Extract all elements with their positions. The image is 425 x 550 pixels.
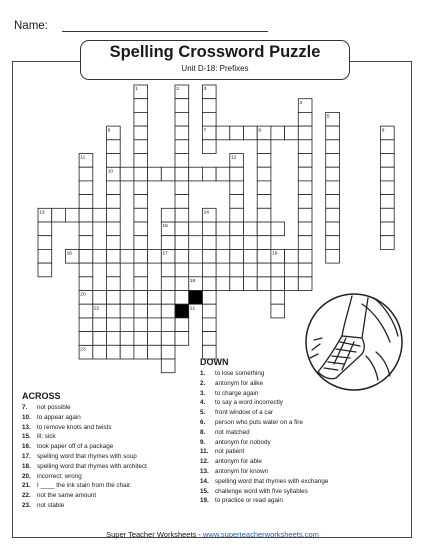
grid-cell[interactable]	[271, 222, 285, 236]
grid-cell[interactable]	[230, 195, 244, 209]
grid-cell[interactable]	[175, 126, 189, 140]
grid-cell[interactable]	[230, 181, 244, 195]
grid-cell[interactable]	[120, 167, 134, 181]
grid-cell[interactable]	[298, 181, 312, 195]
clue-number: 13.	[200, 467, 209, 475]
grid-cell[interactable]	[202, 263, 216, 277]
grid-cell[interactable]	[230, 222, 244, 236]
grid-cell[interactable]	[175, 140, 189, 154]
clue-text: took paper off of a package	[37, 443, 114, 451]
grid-cell[interactable]	[257, 167, 271, 181]
clue-number: 14.	[200, 477, 209, 485]
clue-text: not patient	[215, 448, 245, 456]
grid-cell[interactable]	[189, 222, 203, 236]
grid-cell[interactable]	[257, 236, 271, 250]
grid-cell[interactable]	[79, 332, 93, 346]
grid-cell[interactable]	[298, 112, 312, 126]
grid-cell[interactable]	[175, 236, 189, 250]
grid-cell[interactable]	[202, 332, 216, 346]
grid-cell[interactable]	[134, 208, 148, 222]
grid-cell[interactable]	[161, 345, 175, 359]
down-clues	[200, 357, 328, 506]
grid-cell[interactable]	[107, 345, 121, 359]
grid-cell[interactable]	[120, 304, 134, 318]
cell-number: 18	[189, 279, 196, 284]
grid-cell[interactable]	[38, 249, 52, 263]
grid-cell[interactable]	[107, 208, 121, 222]
grid-cell[interactable]	[79, 318, 93, 332]
cell-number: 13	[39, 210, 45, 216]
down-clue	[200, 438, 328, 448]
grid-cell[interactable]	[161, 208, 175, 222]
clue-number: 15.	[200, 487, 209, 495]
footer	[0, 530, 425, 539]
grid-cell[interactable]	[120, 249, 134, 263]
grid-cell[interactable]	[79, 222, 93, 236]
grid-cell[interactable]	[271, 291, 285, 305]
grid-cell[interactable]	[202, 291, 216, 305]
grid-cell[interactable]	[298, 154, 312, 168]
across-clue	[22, 501, 147, 511]
down-clue	[200, 379, 328, 389]
grid-cell[interactable]	[134, 167, 148, 181]
clue-number: 8.	[200, 428, 206, 436]
clue-text: not the same amount	[37, 492, 97, 500]
grid-cell[interactable]	[202, 277, 216, 291]
grid-cell[interactable]	[202, 318, 216, 332]
grid-cell[interactable]	[120, 332, 134, 346]
down-clue	[200, 447, 328, 457]
clue-number: 7.	[22, 404, 28, 411]
grid-cell[interactable]	[38, 236, 52, 250]
grid-cell[interactable]	[230, 126, 244, 140]
clue-text: antonym for known	[215, 467, 269, 475]
cell-number: 10	[107, 169, 114, 175]
grid-cell[interactable]	[298, 263, 312, 277]
cell-number: 20	[80, 292, 86, 298]
grid-cell[interactable]	[271, 126, 285, 140]
grid-cell[interactable]	[326, 181, 340, 195]
clue-number: 1.	[200, 370, 206, 377]
grid-cell[interactable]	[202, 249, 216, 263]
grid-cell[interactable]	[216, 126, 230, 140]
grid-cell[interactable]	[38, 222, 52, 236]
grid-cell[interactable]	[175, 318, 189, 332]
grid-cell[interactable]	[326, 236, 340, 250]
clue-text: antonym for nobody	[215, 438, 271, 446]
grid-cell[interactable]	[107, 236, 121, 250]
down-clue	[200, 496, 328, 506]
down-clue	[200, 467, 328, 477]
clue-number: 18.	[22, 462, 31, 470]
grid-cell[interactable]	[107, 318, 121, 332]
grid-cell[interactable]	[257, 263, 271, 277]
grid-cell[interactable]	[271, 304, 285, 318]
grid-cell[interactable]	[134, 195, 148, 209]
cell-number: 3	[203, 87, 207, 93]
clue-text: spelling word that rhymes with exchange	[215, 477, 329, 485]
grid-cell[interactable]	[134, 112, 148, 126]
grid-cell[interactable]	[257, 208, 271, 222]
grid-cell[interactable]	[161, 167, 175, 181]
grid-cell[interactable]	[120, 291, 134, 305]
grid-cell[interactable]	[326, 222, 340, 236]
clue-number: 11.	[200, 448, 209, 456]
grid-cell[interactable]	[326, 140, 340, 154]
grid-cell[interactable]	[107, 291, 121, 305]
grid-cell[interactable]	[298, 126, 312, 140]
grid-cell[interactable]	[148, 345, 162, 359]
clue-number: 10.	[22, 413, 31, 421]
cell-number: 9	[381, 128, 385, 134]
grid-cell[interactable]	[148, 167, 162, 181]
grid-cell[interactable]	[298, 208, 312, 222]
cell-number: 5	[326, 114, 330, 120]
clue-text: to remove knots and twists	[37, 423, 112, 431]
grid-cell[interactable]	[161, 291, 175, 305]
across-clue	[22, 472, 147, 482]
cell-number: 19	[272, 251, 278, 257]
grid-cell[interactable]	[161, 277, 175, 291]
clue-number: 21.	[22, 482, 31, 490]
grid-cell[interactable]	[381, 195, 395, 209]
cell-number: 4	[299, 100, 303, 106]
grid-cell[interactable]	[79, 195, 93, 209]
clue-number: 13.	[22, 423, 31, 431]
grid-cell[interactable]	[134, 263, 148, 277]
down-clue	[200, 408, 328, 418]
blocked-cell	[175, 304, 189, 318]
cell-number: 12	[231, 155, 237, 161]
clue-text: not stable	[37, 501, 65, 509]
clue-number: 2.	[200, 379, 206, 387]
clue-number: 16.	[22, 443, 31, 451]
clue-text: not matched	[215, 428, 250, 436]
grid-cell[interactable]	[107, 277, 121, 291]
grid-cell[interactable]	[93, 291, 107, 305]
grid-cell[interactable]	[381, 154, 395, 168]
grid-cell[interactable]	[257, 277, 271, 291]
grid-cell[interactable]	[202, 167, 216, 181]
grid-cell[interactable]	[202, 112, 216, 126]
grid-cell[interactable]	[230, 277, 244, 291]
clue-text: front window of a car	[215, 409, 274, 417]
grid-cell[interactable]	[134, 249, 148, 263]
grid-cell[interactable]	[202, 222, 216, 236]
grid-cell[interactable]	[120, 345, 134, 359]
clue-text: to practice or read again	[215, 497, 283, 505]
clue-text: not possible	[37, 404, 71, 411]
grid-cell[interactable]	[134, 291, 148, 305]
grid-cell[interactable]	[381, 208, 395, 222]
grid-cell[interactable]	[285, 126, 299, 140]
clue-text: challenge word with five syllables	[215, 487, 308, 495]
clue-text: spelling word that rhymes with architect	[37, 462, 147, 470]
grid-cell[interactable]	[93, 345, 107, 359]
grid-cell[interactable]	[202, 304, 216, 318]
clue-text: spelling word that rhymes with soup	[37, 452, 137, 460]
grid-cell[interactable]	[161, 359, 175, 373]
clue-number: 9.	[200, 438, 206, 446]
footer-text: Super Teacher Worksheets -	[106, 530, 203, 539]
grid-cell[interactable]	[148, 332, 162, 346]
grid-cell[interactable]	[244, 126, 258, 140]
grid-cell[interactable]	[202, 99, 216, 113]
grid-cell[interactable]	[107, 263, 121, 277]
clue-text: incorrect; wrong	[37, 472, 82, 480]
grid-cell[interactable]	[175, 332, 189, 346]
grid-cell[interactable]	[216, 277, 230, 291]
grid-cell[interactable]	[79, 181, 93, 195]
cell-number: 11	[80, 155, 86, 161]
grid-cell[interactable]	[93, 249, 107, 263]
grid-cell[interactable]	[107, 195, 121, 209]
down-clue	[200, 418, 328, 428]
clue-number: 6.	[200, 418, 206, 426]
grid-cell[interactable]	[175, 181, 189, 195]
down-clue	[200, 457, 328, 467]
grid-cell[interactable]	[257, 154, 271, 168]
cell-number: 16	[66, 251, 72, 257]
grid-cell[interactable]	[216, 222, 230, 236]
clue-number: 17.	[22, 452, 31, 460]
down-clue	[200, 369, 328, 379]
grid-cell[interactable]	[79, 208, 93, 222]
grid-cell[interactable]	[175, 249, 189, 263]
grid-cell[interactable]	[202, 236, 216, 250]
across-clue	[22, 423, 147, 433]
footer-link[interactable]: www.superteacherworksheets.com	[202, 530, 319, 539]
grid-cell[interactable]	[134, 304, 148, 318]
grid-cell[interactable]	[326, 208, 340, 222]
cell-number: 22	[94, 306, 100, 312]
grid-cell[interactable]	[175, 291, 189, 305]
clue-text: to lose something	[215, 370, 265, 377]
grid-cell[interactable]	[202, 140, 216, 154]
grid-cell[interactable]	[381, 167, 395, 181]
grid-cell[interactable]	[381, 140, 395, 154]
cell-number: 21	[189, 306, 196, 312]
grid-cell[interactable]	[79, 263, 93, 277]
grid-cell[interactable]	[285, 249, 299, 263]
grid-cell[interactable]	[175, 277, 189, 291]
down-clue	[200, 428, 328, 438]
grid-cell[interactable]	[93, 318, 107, 332]
grid-cell[interactable]	[298, 277, 312, 291]
grid-cell[interactable]	[161, 318, 175, 332]
grid-cell[interactable]	[326, 154, 340, 168]
grid-cell[interactable]	[326, 167, 340, 181]
grid-cell[interactable]	[244, 277, 258, 291]
clue-number: 20.	[22, 472, 31, 480]
down-clue	[200, 389, 328, 399]
grid-cell[interactable]	[381, 236, 395, 250]
grid-cell[interactable]	[230, 167, 244, 181]
grid-cell[interactable]	[134, 181, 148, 195]
grid-cell[interactable]	[298, 236, 312, 250]
grid-cell[interactable]	[148, 304, 162, 318]
across-clues	[22, 391, 147, 511]
grid-cell[interactable]	[175, 195, 189, 209]
grid-cell[interactable]	[216, 167, 230, 181]
grid-cell[interactable]	[52, 208, 66, 222]
clue-text: person who puts water on a fire	[215, 418, 303, 426]
grid-cell[interactable]	[134, 318, 148, 332]
grid-cell[interactable]	[134, 140, 148, 154]
across-clue	[22, 491, 147, 501]
grid-cell[interactable]	[107, 249, 121, 263]
grid-cell[interactable]	[244, 249, 258, 263]
grid-cell[interactable]	[257, 195, 271, 209]
grid-cell[interactable]	[79, 236, 93, 250]
grid-cell[interactable]	[271, 277, 285, 291]
grid-cell[interactable]	[134, 126, 148, 140]
down-heading: DOWN	[200, 357, 229, 367]
clue-text: I ____ the ink stain from the chair.	[37, 482, 132, 490]
grid-cell[interactable]	[107, 140, 121, 154]
grid-cell[interactable]	[381, 181, 395, 195]
grid-cell[interactable]	[381, 222, 395, 236]
grid-cell[interactable]	[79, 277, 93, 291]
grid-cell[interactable]	[298, 140, 312, 154]
down-clue	[200, 398, 328, 408]
clue-number: 12.	[200, 458, 209, 466]
grid-cell[interactable]	[230, 249, 244, 263]
grid-cell[interactable]	[38, 263, 52, 277]
grid-cell[interactable]	[79, 249, 93, 263]
grid-cell[interactable]	[65, 208, 79, 222]
grid-cell[interactable]	[175, 99, 189, 113]
across-clue	[22, 403, 147, 413]
clue-text: to appear again	[37, 413, 81, 421]
grid-cell[interactable]	[134, 236, 148, 250]
across-clue	[22, 462, 147, 472]
across-clue	[22, 452, 147, 462]
clue-number: 23.	[22, 501, 31, 509]
cell-number: 8	[258, 128, 262, 134]
clue-text: ill; sick	[37, 433, 56, 441]
grid-cell[interactable]	[189, 249, 203, 263]
cell-number: 6	[107, 128, 111, 134]
grid-cell[interactable]	[285, 277, 299, 291]
grid-cell[interactable]	[257, 181, 271, 195]
across-clue	[22, 413, 147, 423]
grid-cell[interactable]	[298, 222, 312, 236]
grid-cell[interactable]	[298, 195, 312, 209]
grid-cell[interactable]	[175, 167, 189, 181]
down-clue	[200, 487, 328, 497]
grid-cell[interactable]	[230, 208, 244, 222]
grid-cell[interactable]	[175, 263, 189, 277]
grid-cell[interactable]	[257, 222, 271, 236]
grid-cell[interactable]	[175, 208, 189, 222]
cell-number: 15	[162, 224, 168, 230]
grid-cell[interactable]	[175, 154, 189, 168]
grid-cell[interactable]	[148, 249, 162, 263]
grid-cell[interactable]	[326, 126, 340, 140]
name-label: Name:	[14, 20, 48, 32]
clue-text: antonym for alike	[215, 379, 263, 387]
grid-cell[interactable]	[107, 304, 121, 318]
grid-cell[interactable]	[107, 154, 121, 168]
across-heading: ACROSS	[22, 391, 61, 401]
cell-number: 2	[176, 87, 179, 93]
grid-cell[interactable]	[230, 263, 244, 277]
grid-cell[interactable]	[161, 332, 175, 346]
grid-cell[interactable]	[93, 208, 107, 222]
clue-text: to say a word incorrectly	[215, 399, 283, 407]
grid-cell[interactable]	[134, 99, 148, 113]
grid-cell[interactable]	[134, 332, 148, 346]
grid-cell[interactable]	[257, 140, 271, 154]
across-clue	[22, 481, 147, 491]
grid-cell[interactable]	[134, 345, 148, 359]
grid-cell[interactable]	[161, 304, 175, 318]
grid-cell[interactable]	[161, 263, 175, 277]
grid-cell[interactable]	[107, 332, 121, 346]
puzzle-title: Spelling Crossword Puzzle	[109, 43, 321, 61]
grid-cell[interactable]	[134, 154, 148, 168]
grid-cell[interactable]	[107, 181, 121, 195]
clue-number: 5.	[200, 409, 206, 417]
grid-cell[interactable]	[134, 277, 148, 291]
grid-cell[interactable]	[175, 222, 189, 236]
grid-cell[interactable]	[257, 249, 271, 263]
down-clue	[200, 477, 328, 487]
clue-text: antonym for able	[215, 458, 262, 466]
grid-cell[interactable]	[298, 167, 312, 181]
cell-number: 17	[162, 251, 168, 257]
grid-cell[interactable]	[326, 249, 340, 263]
across-clue	[22, 442, 147, 452]
grid-cell[interactable]	[298, 249, 312, 263]
grid-cell[interactable]	[230, 236, 244, 250]
clue-text: to charge again	[215, 389, 259, 397]
grid-cell[interactable]	[148, 291, 162, 305]
grid-cell[interactable]	[79, 304, 93, 318]
grid-cell[interactable]	[326, 195, 340, 209]
grid-cell[interactable]	[79, 167, 93, 181]
clue-number: 4.	[200, 399, 206, 407]
cell-number: 23	[80, 347, 86, 353]
grid-cell[interactable]	[216, 249, 230, 263]
cell-number: 7	[203, 128, 207, 134]
cell-number: 14	[203, 210, 209, 216]
grid-cell[interactable]	[175, 112, 189, 126]
grid-cell[interactable]	[107, 222, 121, 236]
across-clue	[22, 432, 147, 442]
grid-cell[interactable]	[244, 222, 258, 236]
clue-number: 22.	[22, 492, 31, 500]
cell-number: 1	[135, 87, 138, 93]
grid-cell[interactable]	[93, 332, 107, 346]
grid-cell[interactable]	[134, 222, 148, 236]
clue-number: 19.	[200, 497, 209, 505]
grid-cell[interactable]	[271, 263, 285, 277]
clue-number: 15.	[22, 433, 31, 441]
grid-cell[interactable]	[189, 167, 203, 181]
puzzle-subtitle: Unit D-18: Prefixes	[181, 64, 249, 73]
grid-cell[interactable]	[161, 236, 175, 250]
clue-number: 3.	[200, 389, 206, 397]
blocked-cell	[189, 291, 203, 305]
